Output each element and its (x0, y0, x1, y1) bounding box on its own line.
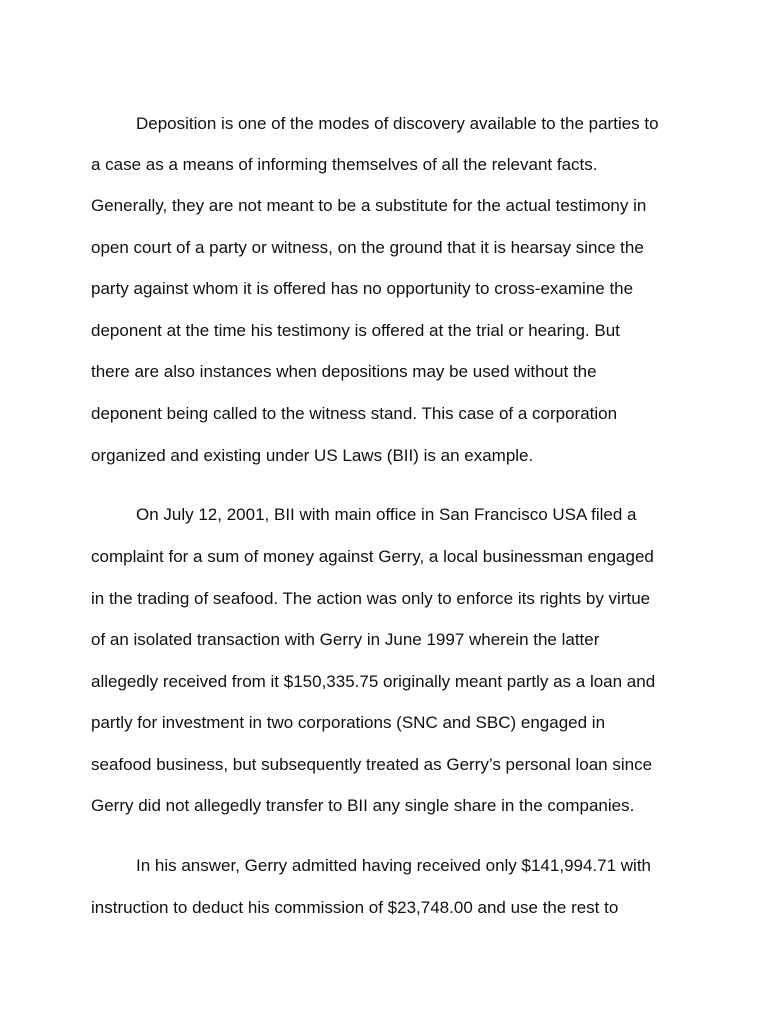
text-line: deponent being called to the witness stand. This case of a corporation (91, 404, 618, 423)
text-line: seafood business, but subsequently treated as Gerry’s personal loan since (91, 755, 653, 774)
text-line: deponent at the time his testimony is offered at the trial or hearing. But (91, 321, 620, 340)
text-line: in the trading of seafood. The action was only to enforce its rights by virtue (91, 589, 651, 608)
text-line: open court of a party or witness, on the ground that it is hearsay since the (91, 238, 644, 257)
text-line: allegedly received from it $150,335.75 originally meant partly as a loan and (91, 672, 656, 691)
text-line: Deposition is one of the modes of discovery available to the parties to (136, 114, 659, 133)
text-line: Gerry did not allegedly transfer to BII any single share in the companies. (91, 796, 635, 815)
text-line: Generally, they are not meant to be a substitute for the actual testimony in (91, 196, 647, 215)
text-line: there are also instances when depositions may be used without the (91, 362, 597, 381)
text-line: a case as a means of informing themselves of all the relevant facts. (91, 155, 598, 174)
text-line: complaint for a sum of money against Gerry, a local businessman engaged (91, 547, 654, 566)
text-line: party against whom it is offered has no opportunity to cross-examine the (91, 279, 634, 298)
text-line: organized and existing under US Laws (BII) is an example. (91, 446, 534, 465)
text-line: of an isolated transaction with Gerry in June 1997 wherein the latter (91, 630, 600, 649)
text-line: instruction to deduct his commission of $23,748.00 and use the rest to (91, 898, 619, 917)
text-line: On July 12, 2001, BII with main office in San Francisco USA filed a (136, 505, 637, 524)
text-line: partly for investment in two corporations (SNC and SBC) engaged in (91, 713, 606, 732)
text-line: In his answer, Gerry admitted having received only $141,994.71 with (136, 856, 652, 875)
